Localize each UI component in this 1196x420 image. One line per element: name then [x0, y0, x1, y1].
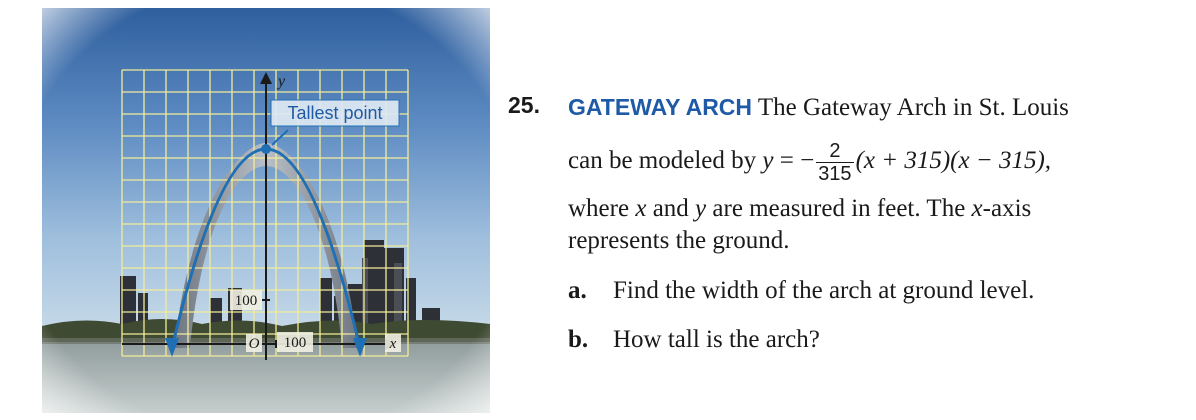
line3-var-x: x: [635, 195, 647, 222]
problem-25: [508, 0, 1188, 420]
problem-heading: GATEWAY ARCH: [568, 94, 753, 120]
problem-line-3: [568, 194, 1031, 224]
problem-line-2: [568, 140, 1051, 185]
problem-line-4: represents the ground.: [568, 227, 790, 254]
model-eq: = −: [773, 147, 815, 175]
fraction-denominator: 315: [818, 163, 852, 185]
model-fraction: [816, 140, 853, 185]
model-prefix: can be modeled by: [568, 147, 763, 175]
line3-text-b: and: [646, 195, 696, 222]
part-a-question: Find the width of the arch at ground level.: [613, 277, 1035, 304]
part-a-label: a.: [568, 277, 587, 304]
model-var: y: [762, 147, 774, 175]
part-b-label: b.: [568, 326, 589, 353]
line3-text-a: where: [568, 195, 636, 222]
problem-line-1: [568, 92, 1069, 123]
problem-intro: The Gateway Arch in St. Louis: [757, 94, 1069, 121]
arch-graph-svg: [42, 8, 490, 413]
fraction-numerator: 2: [816, 140, 853, 163]
line3-var-y: y: [695, 195, 707, 222]
line3-var-x2: x: [971, 195, 983, 222]
line3-text-c: are measured in feet. The: [706, 195, 972, 222]
problem-number: 25.: [508, 92, 540, 118]
model-factors: (x + 315)(x − 315),: [855, 147, 1052, 175]
line3-text-d: -axis: [982, 195, 1032, 222]
photo-vignette: [42, 8, 490, 413]
gateway-arch-figure: [42, 8, 490, 413]
part-b-question: How tall is the arch?: [613, 326, 820, 353]
